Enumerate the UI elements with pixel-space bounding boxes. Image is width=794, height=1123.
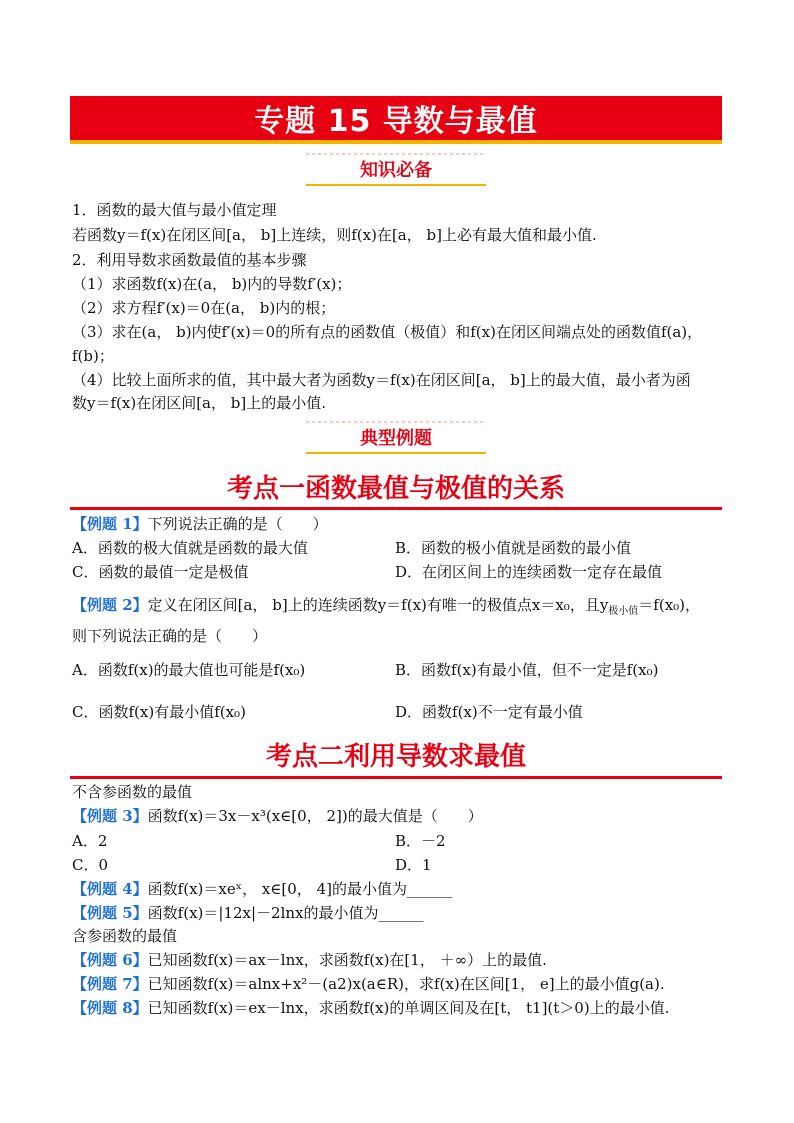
example-8 [72, 998, 669, 1018]
example-1-option-c: C．函数的最值一定是极值 [72, 563, 249, 581]
knowledge-line-2: 若函数y＝f(x)在闭区间[a， b]上连续，则f(x)在[a， b]上必有最大值和最小值. [72, 226, 597, 244]
topic1-heading: 考点一函数最值与极值的关系 [226, 474, 565, 504]
example-1-option-b: B．函数的极小值就是函数的最小值 [395, 539, 632, 557]
knowledge-line-1: 1．函数的最大值与最小值定理 [72, 201, 277, 219]
knowledge-line-5: （2）求方程f′(x)＝0在(a， b)内的根； [72, 299, 336, 317]
subscript-min: 极小值 [608, 606, 639, 617]
example-3-option-b: B．－2 [395, 832, 446, 850]
section-label-knowledge [306, 156, 486, 182]
example-2 [72, 595, 700, 622]
section-label-examples [306, 424, 486, 450]
example-question: 已知函数f(x)＝ax－lnx，求函数f(x)在[1， ＋∞）上的最值. [147, 951, 547, 969]
example-tag: 【例题 6】 [72, 951, 148, 969]
section-underline [306, 452, 486, 454]
example-2-option-d: D．函数f(x)不一定有最小值 [395, 703, 583, 721]
example-7 [72, 974, 665, 994]
example-2-option-b: B．函数f(x)有最小值，但不一定是f(x₀) [395, 661, 659, 679]
example-5 [72, 903, 424, 923]
title-banner [70, 96, 722, 144]
example-question: 函数f(x)＝3x－x³(x∈[0， 2])的最大值是（ ） [147, 807, 483, 825]
knowledge-line-8: （4）比较上面所求的值，其中最大者为函数y＝f(x)在闭区间[a， b]上的最大值，最小者为函 [72, 371, 691, 389]
subsection-with-parameter: 含参函数的最值 [72, 927, 178, 945]
example-tag: 【例题 5】 [72, 904, 148, 922]
example-1-option-a: A．函数的极大值就是函数的最大值 [72, 539, 308, 557]
example-6 [72, 950, 547, 970]
page-title: 专题 15 导数与最值 [254, 104, 538, 139]
example-question: 函数f(x)＝|12x|－2lnx的最小值为______ [147, 904, 424, 922]
example-question: 定义在闭区间[a， b]上的连续函数y＝f(x)有唯一的极值点x＝x₀，且y [147, 596, 609, 614]
section-underline [306, 184, 486, 186]
subsection-no-parameter: 不含参函数的最值 [72, 783, 193, 801]
example-4 [72, 879, 452, 899]
example-3-option-d: D．1 [395, 856, 432, 874]
example-tag: 【例题 4】 [72, 880, 148, 898]
example-question: 已知函数f(x)＝ex－lnx，求函数f(x)的单调区间及在[t， t1](t＞0)上的最小值. [147, 999, 670, 1017]
example-3-option-c: C．0 [72, 856, 109, 874]
example-3 [72, 806, 483, 826]
example-2-line-2: 则下列说法正确的是（ ） [72, 627, 268, 645]
example-tag: 【例题 2】 [72, 596, 148, 614]
example-tag: 【例题 1】 [72, 515, 148, 533]
example-tag: 【例题 7】 [72, 975, 148, 993]
knowledge-line-3: 2．利用导数求函数最值的基本步骤 [72, 251, 307, 269]
knowledge-line-4: （1）求函数f(x)在(a， b)内的导数f′(x)； [72, 275, 352, 293]
example-question-end: ＝f(x₀)， [638, 596, 701, 614]
example-tag: 【例题 3】 [72, 807, 148, 825]
topic2-heading: 考点二利用导数求最值 [265, 742, 526, 772]
example-question: 函数f(x)＝xeˣ， x∈[0， 4]的最小值为______ [147, 880, 452, 898]
decorative-dots [306, 421, 486, 423]
topic1-rule [70, 507, 722, 510]
example-tag: 【例题 8】 [72, 999, 148, 1017]
knowledge-line-9: 数y＝f(x)在闭区间[a， b]上的最小值. [72, 394, 326, 412]
section-label-text: 典型例题 [360, 428, 432, 449]
example-question: 下列说法正确的是（ ） [147, 515, 328, 533]
knowledge-line-7: f(b)； [72, 347, 114, 365]
topic2-rule [70, 776, 722, 779]
example-2-option-a: A．函数f(x)的最大值也可能是f(x₀) [72, 661, 306, 679]
example-question: 已知函数f(x)＝alnx+x²－(a2)x(a∈R)，求f(x)在区间[1， e]上的最小值g(a). [147, 975, 665, 993]
example-1-option-d: D．在闭区间上的连续函数一定存在最值 [395, 563, 663, 581]
example-3-option-a: A．2 [72, 832, 108, 850]
example-1 [72, 514, 328, 534]
example-2-option-c: C．函数f(x)有最小值f(x₀) [72, 703, 246, 721]
knowledge-line-6: （3）求在(a， b)内使f′(x)＝0的所有点的函数值（极值）和f(x)在闭区间端点处的函数值f(a)， [72, 323, 703, 341]
section-label-text: 知识必备 [360, 160, 432, 181]
decorative-dots [306, 153, 486, 155]
